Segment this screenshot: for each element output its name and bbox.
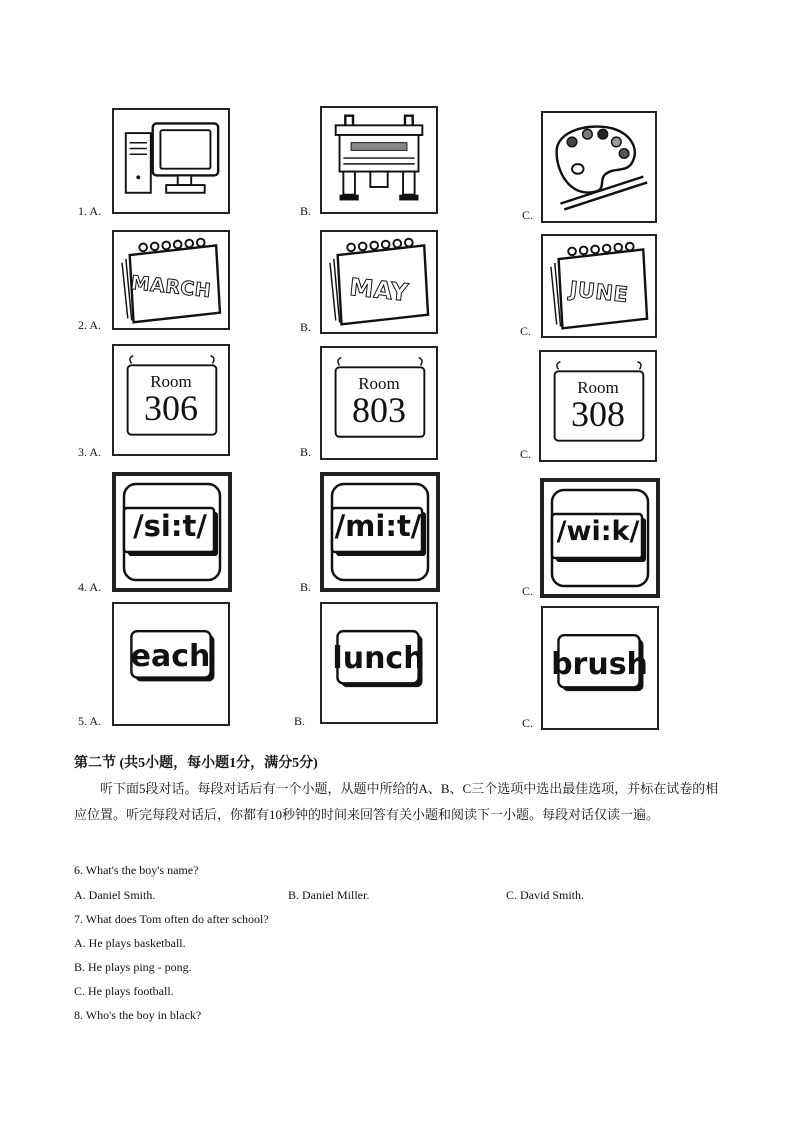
answer-option[interactable]: A. Daniel Smith. xyxy=(74,888,156,902)
picture-4c[interactable] xyxy=(540,478,660,598)
question-label: 1. A. xyxy=(78,204,102,218)
question-label: 2. A. xyxy=(78,318,102,332)
picture-1c[interactable] xyxy=(541,111,657,223)
room-label: Room xyxy=(358,374,400,393)
picture-5c[interactable] xyxy=(541,606,659,730)
paint-palette-icon xyxy=(543,113,655,221)
question-label: 4. A. xyxy=(78,580,102,594)
picture-3a[interactable] xyxy=(112,344,230,456)
answer-option[interactable]: C. David Smith. xyxy=(506,888,585,902)
picture-1b[interactable] xyxy=(320,106,438,214)
option-label: B. xyxy=(300,580,312,594)
picture-3c[interactable] xyxy=(539,350,657,462)
word-text: each xyxy=(130,639,211,674)
phonetic-text: /wi:k/ xyxy=(556,516,640,547)
calendar-month: JUNE xyxy=(568,276,630,308)
option-label: C. xyxy=(520,324,532,338)
word-text: brush xyxy=(551,647,648,682)
picture-2b[interactable] xyxy=(320,230,438,334)
room-number: 308 xyxy=(571,394,625,434)
option-label: B. xyxy=(300,445,312,459)
option-label: B. xyxy=(300,204,312,218)
option-label: C. xyxy=(522,716,534,730)
room-label: Room xyxy=(577,378,619,397)
answer-option[interactable]: B. Daniel Miller. xyxy=(288,888,370,902)
picture-5a[interactable] xyxy=(112,602,230,726)
option-label: C. xyxy=(520,447,532,461)
picture-2c[interactable] xyxy=(541,234,657,338)
answer-option[interactable]: A. He plays basketball. xyxy=(74,936,186,950)
section-instructions: 听下面5段对话。每段对话后有一个小题，从题中所给的A、B、C三个选项中选出最佳选项，并标在试卷的相应位置。听完每段对话后，你都有10秒钟的时间来回答有关小题和阅读下一小题。每段对话仅读一遍。 xyxy=(74,781,719,822)
word-text: lunch xyxy=(332,641,425,676)
picture-4b[interactable] xyxy=(320,472,440,592)
section-title: 第二节 (共5小题，每小题1分，满分5分) xyxy=(74,756,318,771)
room-label: Room xyxy=(150,372,192,391)
picture-1a[interactable] xyxy=(112,108,230,214)
option-label: B. xyxy=(300,320,312,334)
calendar-month: MARCH xyxy=(129,271,213,303)
picture-4a[interactable] xyxy=(112,472,232,592)
question-stem: 7. What does Tom often do after school? xyxy=(74,912,269,926)
question-label: 5. A. xyxy=(78,714,102,728)
bronze-ding-icon xyxy=(322,108,436,212)
phonetic-text: /si:t/ xyxy=(133,509,207,543)
question-stem: 6. What's the boy's name? xyxy=(74,863,199,877)
calendar-month: MAY xyxy=(348,272,410,308)
question-label: 3. A. xyxy=(78,445,102,459)
room-number: 306 xyxy=(144,388,198,428)
answer-option[interactable]: B. He plays ping - pong. xyxy=(74,960,192,974)
picture-5b[interactable] xyxy=(320,602,438,724)
option-label: C. xyxy=(522,208,534,222)
picture-2a[interactable] xyxy=(112,230,230,330)
phonetic-text: /mi:t/ xyxy=(334,509,422,543)
picture-3b[interactable] xyxy=(320,346,438,460)
room-number: 803 xyxy=(352,390,406,430)
question-stem: 8. Who's the boy in black? xyxy=(74,1008,202,1022)
answer-option[interactable]: C. He plays football. xyxy=(74,984,174,998)
option-label: B. xyxy=(294,714,306,728)
computer-icon xyxy=(114,110,228,212)
option-label: C. xyxy=(522,584,534,598)
